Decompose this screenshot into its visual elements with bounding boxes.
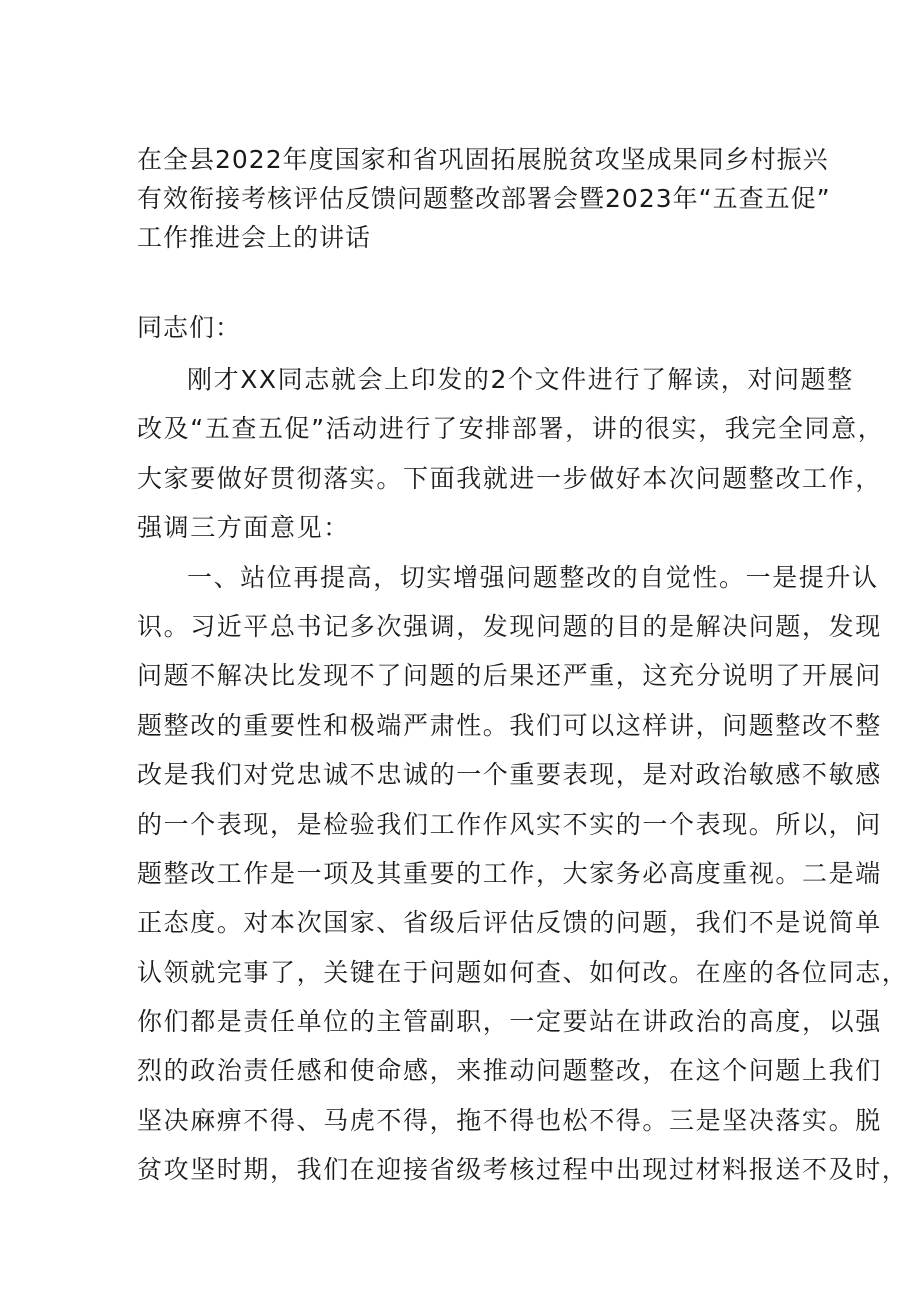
salutation: 同志们： [137, 313, 242, 342]
body-line: 题整改的重要性和极端严肃性。我们可以这样讲，问题整改不整 [137, 710, 882, 740]
title-line: 工作推进会上的讲话 [137, 223, 372, 252]
body-line: 一、站位再提高，切实增强问题整改的自觉性。一是提升认 [187, 562, 879, 592]
body-line: 改及“五查五促”活动进行了安排部署，讲的很实，我完全同意， [137, 414, 885, 444]
body-line: 强调三方面意见： [137, 513, 350, 543]
body-line: 的一个表现，是检验我们工作作风实不实的一个表现。所以，问 [137, 809, 882, 839]
document-title [137, 140, 831, 257]
body-text [137, 355, 909, 1195]
body-line: 烈的政治责任感和使命感，来推动问题整改，在这个问题上我们 [137, 1056, 882, 1086]
body-line: 认领就完事了，关键在于问题如何查、如何改。在座的各位同志， [137, 957, 909, 987]
body-line: 大家要做好贯彻落实。下面我就进一步做好本次问题整改工作， [137, 463, 882, 493]
title-line: 有效衔接考核评估反馈问题整改部署会暨2023年“五查五促” [137, 184, 831, 213]
body-line: 你们都是责任单位的主管副职，一定要站在讲政治的高度，以强 [137, 1007, 882, 1037]
body-line: 问题不解决比发现不了问题的后果还严重，这充分说明了开展问 [137, 661, 882, 691]
body-line: 刚才XX同志就会上印发的2个文件进行了解读，对问题整 [187, 365, 854, 394]
body-line: 题整改工作是一项及其重要的工作，大家务必高度重视。二是端 [137, 858, 882, 888]
body-line: 贫攻坚时期，我们在迎接省级考核过程中出现过材料报送不及时， [137, 1155, 909, 1185]
body-line: 正态度。对本次国家、省级后评估反馈的问题，我们不是说简单 [137, 908, 882, 938]
title-line: 在全县2022年度国家和省巩固拓展脱贫攻坚成果同乡村振兴 [137, 145, 829, 174]
body-line: 改是我们对党忠诚不忠诚的一个重要表现，是对政治敏感不敏感 [137, 760, 882, 790]
body-line: 坚决麻痹不得、马虎不得，拖不得也松不得。三是坚决落实。脱 [137, 1105, 882, 1135]
body-line: 识。习近平总书记多次强调，发现问题的目的是解决问题，发现 [137, 611, 882, 641]
